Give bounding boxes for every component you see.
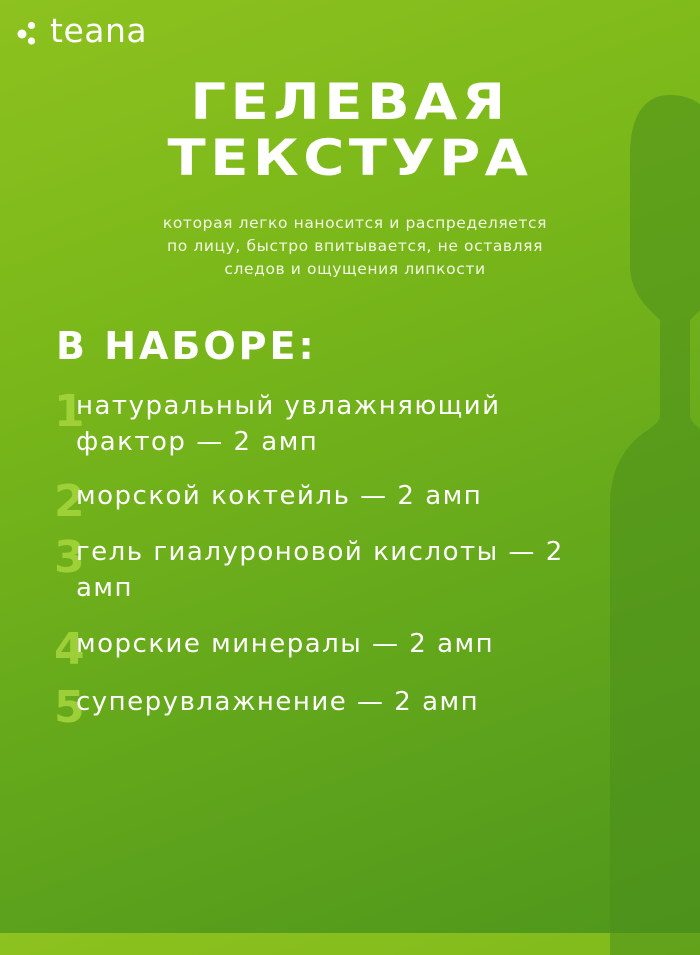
item-number: 1 — [54, 386, 85, 437]
list-item — [54, 534, 574, 606]
item-number: 3 — [54, 532, 85, 583]
subtitle-line-1: которая легко наносится и распределяется — [162, 214, 548, 232]
item-text: натуральный увлажняющий фактор — 2 амп — [76, 391, 501, 457]
item-text: морские минералы — 2 амп — [76, 629, 495, 659]
section-title: В НАБОРЕ: — [56, 324, 317, 368]
subtitle-line-3: следов и ощущения липкости — [224, 260, 486, 278]
item-text: суперувлажнение — 2 амп — [76, 687, 480, 717]
list-item — [54, 388, 574, 460]
item-number: 2 — [54, 476, 85, 527]
headline — [0, 74, 700, 186]
dots-logo-icon — [16, 15, 48, 47]
list-item — [54, 476, 574, 527]
list-item — [54, 624, 574, 675]
list-item — [54, 682, 574, 733]
item-number: 4 — [54, 624, 85, 675]
subtitle — [70, 212, 640, 281]
brand-name: teana — [50, 11, 148, 50]
item-text: гель гиалуроновой кислоты — 2 амп — [76, 537, 564, 603]
brand-logo — [16, 11, 148, 50]
item-text: морской коктейль — 2 амп — [76, 481, 483, 511]
subtitle-line-2: по лицу, быстро впитывается, не оставляя — [166, 237, 544, 255]
item-number: 5 — [54, 682, 85, 733]
headline-line-2: ТЕКСТУРА — [167, 129, 533, 187]
headline-line-1: ГЕЛЕВАЯ — [190, 73, 510, 131]
